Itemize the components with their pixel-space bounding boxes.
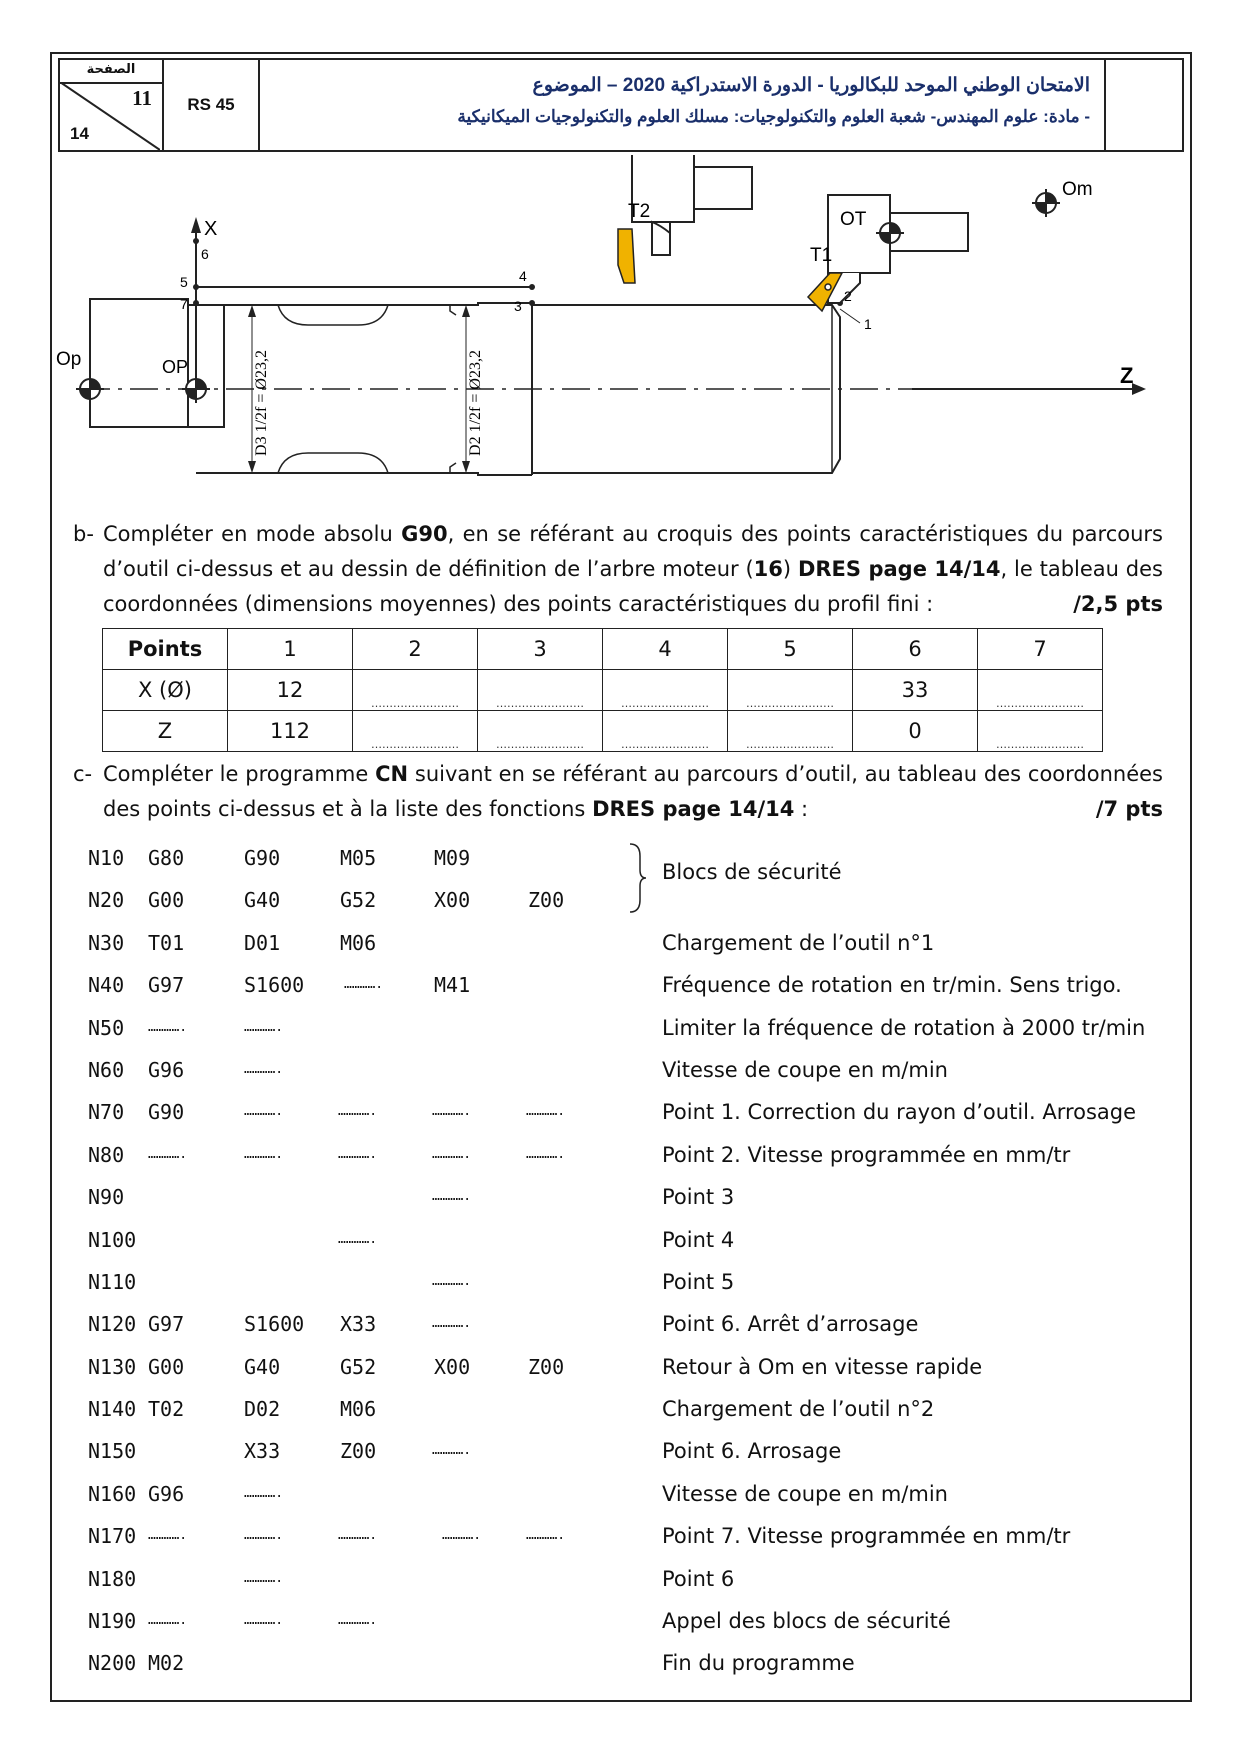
code-word: Z00 bbox=[340, 1439, 377, 1464]
block-number: N80 bbox=[88, 1142, 125, 1167]
line-comment: Point 3 bbox=[662, 1185, 735, 1210]
block-number: N170 bbox=[88, 1524, 137, 1549]
table-row-x bbox=[103, 670, 1103, 711]
point-4-marker bbox=[529, 284, 535, 290]
code-word: G52 bbox=[340, 1354, 377, 1379]
blank-field[interactable]: …………. bbox=[338, 1104, 378, 1120]
line-comment: Point 6 bbox=[662, 1566, 735, 1591]
blank-field[interactable]: …………. bbox=[432, 1316, 472, 1332]
origin-om-symbol bbox=[1032, 189, 1060, 217]
table-row-label: Z bbox=[103, 711, 228, 752]
line-comment: Point 2. Vitesse programmée en mm/tr bbox=[662, 1142, 1071, 1167]
blank-field[interactable]: …………. bbox=[442, 1528, 482, 1544]
code-word: G52 bbox=[340, 888, 377, 913]
code-word: S1600 bbox=[244, 973, 305, 998]
block-number: N140 bbox=[88, 1397, 137, 1422]
blank-field[interactable]: …………. bbox=[338, 1613, 378, 1629]
table-cell-blank[interactable]: …………………… bbox=[478, 711, 603, 752]
page-label: الصفحة bbox=[60, 60, 162, 84]
code-word: G97 bbox=[148, 1312, 185, 1337]
program-line-n140 bbox=[88, 1394, 1198, 1436]
blank-field[interactable]: …………. bbox=[526, 1528, 566, 1544]
code-word: G40 bbox=[244, 1354, 281, 1379]
code-word: G96 bbox=[148, 1057, 185, 1082]
code-word: X00 bbox=[434, 1354, 471, 1379]
table-header-cell: 4 bbox=[603, 629, 728, 670]
blank-field[interactable]: …………. bbox=[148, 1528, 188, 1544]
table-cell-blank[interactable]: …………………… bbox=[728, 711, 853, 752]
question-b-text bbox=[103, 517, 1163, 622]
code-word: Z00 bbox=[528, 888, 565, 913]
table-cell: 33 bbox=[853, 670, 978, 711]
program-line-n30 bbox=[88, 928, 1198, 970]
table-cell-blank[interactable]: …………………… bbox=[728, 670, 853, 711]
table-cell: 0 bbox=[853, 711, 978, 752]
question-b-dres: DRES page 14/14 bbox=[797, 557, 1001, 581]
cn-program bbox=[88, 843, 1198, 1691]
code-word: G97 bbox=[148, 973, 185, 998]
point-7-marker bbox=[193, 300, 199, 306]
program-line-n190 bbox=[88, 1606, 1198, 1648]
x-axis-arrow bbox=[191, 217, 201, 233]
table-header-row bbox=[103, 629, 1103, 670]
code-word: G00 bbox=[148, 888, 185, 913]
block-number: N50 bbox=[88, 1015, 125, 1040]
program-line-n10 bbox=[88, 843, 1198, 885]
block-number: N60 bbox=[88, 1057, 125, 1082]
label-om: Om bbox=[1062, 179, 1093, 200]
tool-path-drawing bbox=[52, 155, 1182, 495]
block-number: N110 bbox=[88, 1269, 137, 1294]
table-header-cell: Points bbox=[103, 629, 228, 670]
question-c-text-1: Compléter le programme bbox=[103, 762, 376, 786]
question-b-marker: b- bbox=[73, 522, 94, 546]
blank-field[interactable]: …………. bbox=[244, 1019, 284, 1035]
blank-field[interactable]: …………. bbox=[244, 1146, 284, 1162]
question-c-text bbox=[103, 757, 1163, 827]
code-word: X00 bbox=[434, 888, 471, 913]
page-total: 14 bbox=[70, 124, 89, 143]
code-word: G96 bbox=[148, 1481, 185, 1506]
table-cell: 112 bbox=[228, 711, 353, 752]
table-header-cell: 3 bbox=[478, 629, 603, 670]
code-word: M09 bbox=[434, 846, 471, 870]
blank-field[interactable]: …………. bbox=[148, 1019, 188, 1035]
line-comment: Chargement de l’outil n°1 bbox=[662, 930, 935, 955]
shaft-profile bbox=[188, 299, 224, 427]
table-cell-blank[interactable]: …………………… bbox=[978, 670, 1103, 711]
blank-field[interactable]: …………. bbox=[338, 1231, 378, 1247]
block-number: N100 bbox=[88, 1227, 137, 1252]
blank-field[interactable]: …………. bbox=[244, 1104, 284, 1120]
block-number: N40 bbox=[88, 973, 125, 998]
question-b-text-3: ) bbox=[782, 557, 798, 581]
line-comment: Point 4 bbox=[662, 1227, 735, 1252]
program-line-n60 bbox=[88, 1055, 1198, 1097]
code-word: X33 bbox=[244, 1439, 281, 1464]
program-line-n200 bbox=[88, 1648, 1198, 1690]
program-line-n170 bbox=[88, 1521, 1198, 1563]
table-cell-blank[interactable]: …………………… bbox=[978, 711, 1103, 752]
code-word: G90 bbox=[244, 846, 281, 870]
table-cell-blank[interactable]: …………………… bbox=[353, 670, 478, 711]
code-word: S1600 bbox=[244, 1312, 305, 1337]
line-comment: Point 6. Arrêt d’arrosage bbox=[662, 1312, 919, 1337]
code-word: D01 bbox=[244, 930, 281, 955]
code-word: X33 bbox=[340, 1312, 377, 1337]
code-box bbox=[164, 60, 260, 150]
label-axis-z: Z bbox=[1120, 363, 1134, 388]
program-line-n50 bbox=[88, 1013, 1198, 1055]
label-point-6: 6 bbox=[201, 246, 209, 262]
z-axis-arrow bbox=[1132, 383, 1146, 395]
question-c-marker: c- bbox=[73, 762, 93, 786]
block-number: N90 bbox=[88, 1185, 125, 1210]
line-comment: Point 6. Arrosage bbox=[662, 1439, 842, 1464]
question-c-text-2: suivant en se référant au parcours d’outil, au tableau des coordonnées des points ci-dessus et à la liste des fonctions bbox=[103, 762, 1163, 821]
line-comment: Limiter la fréquence de rotation à 2000 tr/min bbox=[662, 1015, 1146, 1040]
line-comment: Vitesse de coupe en m/min bbox=[662, 1481, 948, 1506]
label-point-3: 3 bbox=[514, 298, 522, 314]
blank-field[interactable]: …………. bbox=[432, 1189, 472, 1205]
origin-op-symbol bbox=[182, 375, 210, 403]
question-c-dres: DRES page 14/14 bbox=[592, 797, 795, 821]
code-word: M06 bbox=[340, 1397, 377, 1422]
point-6-marker bbox=[193, 238, 199, 244]
exam-subtitle: - مادة: علوم المهندس- شعبة العلوم والتكنولوجيات: مسلك العلوم والتكنولوجيات الميكانيكية bbox=[457, 107, 1090, 126]
line-comment: Point 7. Vitesse programmée en mm/tr bbox=[662, 1524, 1071, 1549]
table-header-cell: 5 bbox=[728, 629, 853, 670]
block-number: N10 bbox=[88, 846, 125, 870]
question-b-ref16: 16 bbox=[753, 557, 783, 581]
page-number: 11 bbox=[132, 86, 152, 110]
block-number: N160 bbox=[88, 1481, 137, 1506]
dimension-d3: D3 1/2f = Ø23,2 bbox=[253, 350, 270, 456]
question-b-text-1: Compléter en mode absolu bbox=[103, 522, 402, 546]
table-cell-blank[interactable]: …………………… bbox=[603, 670, 728, 711]
blank-field[interactable]: …………. bbox=[244, 1613, 284, 1629]
block-number: N30 bbox=[88, 930, 125, 955]
program-line-n20 bbox=[88, 885, 1198, 927]
label-ot: OT bbox=[840, 209, 867, 230]
code-word: G80 bbox=[148, 846, 185, 870]
code-word: G90 bbox=[148, 1100, 185, 1125]
exam-header bbox=[58, 58, 1184, 152]
code-word: D02 bbox=[244, 1397, 281, 1422]
line-comment: Retour à Om en vitesse rapide bbox=[662, 1354, 983, 1379]
blank-field[interactable]: …………. bbox=[148, 1146, 188, 1162]
code-word: T02 bbox=[148, 1397, 185, 1422]
program-line-n130 bbox=[88, 1352, 1198, 1394]
program-line-n40 bbox=[88, 970, 1198, 1012]
label-point-7: 7 bbox=[180, 296, 188, 312]
block-number: N150 bbox=[88, 1439, 137, 1464]
exam-code: RS 45 bbox=[187, 95, 235, 114]
block-number: N20 bbox=[88, 888, 125, 913]
origin-op-left-symbol bbox=[76, 375, 104, 403]
title-box bbox=[260, 60, 1106, 150]
blank-field[interactable]: …………. bbox=[244, 1528, 284, 1544]
block-number: N190 bbox=[88, 1609, 137, 1634]
blank-field[interactable]: …………. bbox=[432, 1146, 472, 1162]
table-cell: 12 bbox=[228, 670, 353, 711]
blank-field[interactable]: …………. bbox=[148, 1613, 188, 1629]
code-word: T01 bbox=[148, 930, 185, 955]
program-line-n160 bbox=[88, 1479, 1198, 1521]
question-c bbox=[73, 757, 1163, 827]
program-line-n70 bbox=[88, 1097, 1198, 1139]
question-b-text-4: , le tableau des coordonnées (dimensions moyennes) des points caractéristiques du profil fini : bbox=[103, 557, 1163, 616]
blank-field[interactable]: …………. bbox=[432, 1273, 472, 1289]
point-5-marker bbox=[193, 284, 199, 290]
code-word: M41 bbox=[434, 973, 471, 998]
block-number: N180 bbox=[88, 1566, 137, 1591]
exam-title: الامتحان الوطني الموحد للبكالوريا - الدورة الاستدراكية 2020 – الموضوع bbox=[532, 75, 1090, 96]
question-b-g90: G90 bbox=[401, 522, 448, 546]
page-box bbox=[60, 60, 164, 150]
code-word: G00 bbox=[148, 1354, 185, 1379]
blank-field[interactable]: …………. bbox=[344, 977, 384, 993]
line-comment: Vitesse de coupe en m/min bbox=[662, 1057, 948, 1082]
blank-field[interactable]: …………. bbox=[432, 1443, 472, 1459]
line-comment: Fréquence de rotation en tr/min. Sens trigo. bbox=[662, 973, 1122, 998]
program-line-n110 bbox=[88, 1267, 1198, 1309]
table-row-label: X (Ø) bbox=[103, 670, 228, 711]
program-line-n120 bbox=[88, 1309, 1198, 1351]
label-point-2: 2 bbox=[844, 288, 852, 304]
table-cell-blank[interactable]: …………………… bbox=[603, 711, 728, 752]
program-line-n100 bbox=[88, 1225, 1198, 1267]
blank-field[interactable]: …………. bbox=[338, 1528, 378, 1544]
table-header-cell: 2 bbox=[353, 629, 478, 670]
label-op: OP bbox=[162, 357, 189, 377]
label-t2: T2 bbox=[628, 201, 651, 222]
question-c-points: /7 pts bbox=[1095, 797, 1163, 821]
label-axis-x: X bbox=[204, 218, 218, 240]
code-word: M05 bbox=[340, 846, 377, 870]
blank-field[interactable]: …………. bbox=[432, 1104, 472, 1120]
label-op-left: Op bbox=[56, 349, 82, 370]
code-word: Z00 bbox=[528, 1354, 565, 1379]
question-c-cn: CN bbox=[375, 762, 409, 786]
table-header-cell: 7 bbox=[978, 629, 1103, 670]
block-number: N130 bbox=[88, 1354, 137, 1379]
table-cell-blank[interactable]: …………………… bbox=[478, 670, 603, 711]
blank-field[interactable]: …………. bbox=[244, 1061, 284, 1077]
label-point-1: 1 bbox=[864, 316, 872, 332]
brace-comment: Blocs de sécurité bbox=[662, 860, 842, 884]
label-point-5: 5 bbox=[180, 274, 188, 290]
table-header-cell: 6 bbox=[853, 629, 978, 670]
blank-field[interactable]: …………. bbox=[244, 1570, 284, 1586]
label-t1: T1 bbox=[810, 245, 833, 266]
question-c-text-3: : bbox=[794, 797, 809, 821]
question-b-text-2: , en se référant au croquis des points caractéristiques du parcours d’outil ci-dessus et au dessin de définition de l’arbre moteur ( bbox=[103, 522, 1163, 581]
line-comment: Chargement de l’outil n°2 bbox=[662, 1397, 935, 1422]
program-line-n180 bbox=[88, 1564, 1198, 1606]
coordinates-table bbox=[102, 628, 1103, 752]
line-comment: Point 5 bbox=[662, 1269, 735, 1294]
blank-field[interactable]: …………. bbox=[526, 1104, 566, 1120]
block-number: N200 bbox=[88, 1651, 137, 1676]
table-header-cell: 1 bbox=[228, 629, 353, 670]
label-point-4: 4 bbox=[519, 268, 527, 284]
line-comment: Appel des blocs de sécurité bbox=[662, 1609, 951, 1634]
program-line-n90 bbox=[88, 1182, 1198, 1224]
line-comment: Fin du programme bbox=[662, 1651, 855, 1676]
table-row-z bbox=[103, 711, 1103, 752]
code-word: M02 bbox=[148, 1651, 185, 1676]
block-number: N120 bbox=[88, 1312, 137, 1337]
point-3-marker bbox=[529, 300, 535, 306]
program-line-n150 bbox=[88, 1436, 1198, 1478]
code-word: M06 bbox=[340, 930, 377, 955]
table-cell-blank[interactable]: …………………… bbox=[353, 711, 478, 752]
empty-box bbox=[1106, 60, 1182, 150]
block-number: N70 bbox=[88, 1100, 125, 1125]
line-comment: Point 1. Correction du rayon d’outil. Arrosage bbox=[662, 1100, 1137, 1125]
blank-field[interactable]: …………. bbox=[526, 1146, 566, 1162]
program-line-n80 bbox=[88, 1140, 1198, 1182]
blank-field[interactable]: …………. bbox=[338, 1146, 378, 1162]
code-word: G40 bbox=[244, 888, 281, 913]
question-b-points: /2,5 pts bbox=[1073, 592, 1163, 616]
blank-field[interactable]: …………. bbox=[244, 1485, 284, 1501]
question-b bbox=[73, 517, 1163, 622]
dimension-d2: D2 1/2f = Ø23,2 bbox=[467, 350, 484, 456]
